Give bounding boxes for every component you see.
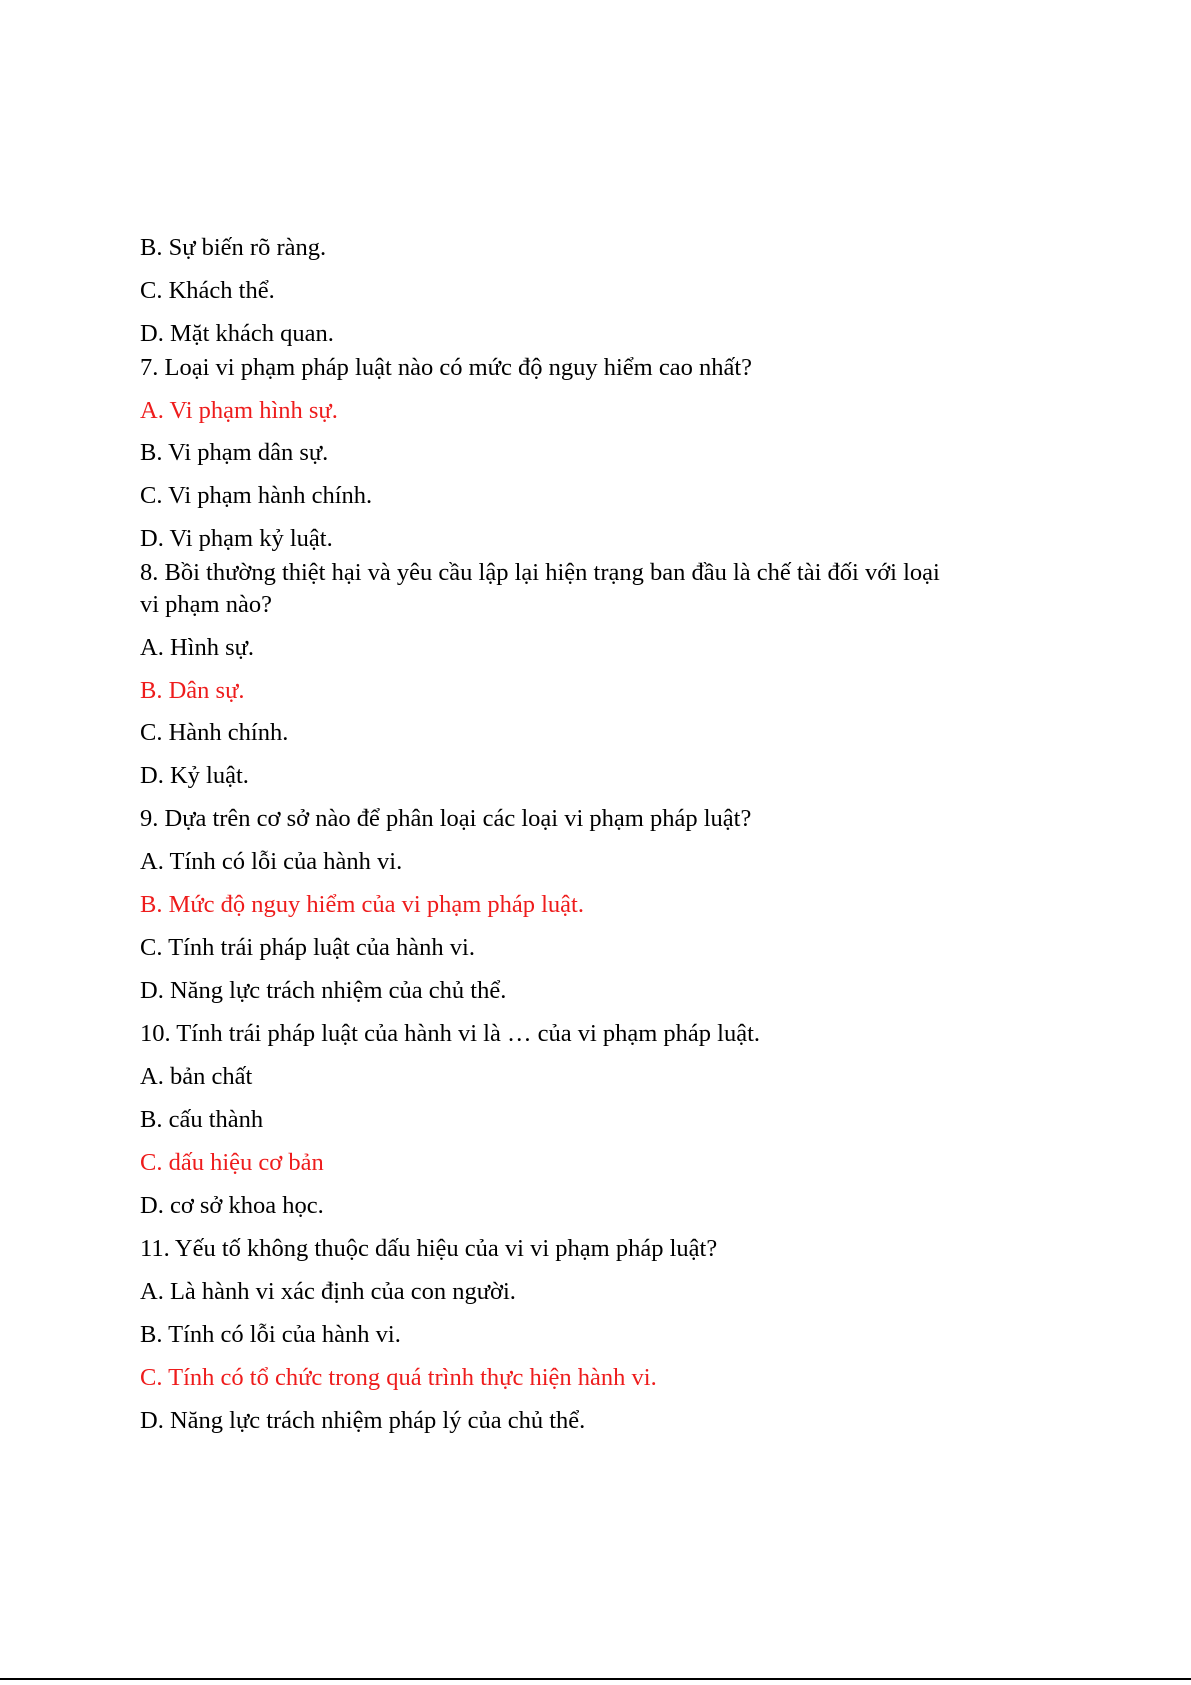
answer-option: C. Hành chính. — [140, 719, 289, 746]
answer-option: D. cơ sở khoa học. — [140, 1192, 324, 1219]
answer-option: B. Vi phạm dân sự. — [140, 439, 329, 466]
question-text: 11. Yếu tố không thuộc dấu hiệu của vi vi phạm pháp luật? — [140, 1235, 718, 1262]
answer-option: D. Kỷ luật. — [140, 762, 249, 789]
answer-option: C. Khách thể. — [140, 277, 275, 304]
question-text: 8. Bồi thường thiệt hại và yêu cầu lập lại hiện trạng ban đầu là chế tài đối với loại — [140, 559, 940, 586]
correct-answer-option: B. Mức độ nguy hiểm của vi phạm pháp luật. — [140, 891, 584, 918]
answer-option: B. Sự biến rõ ràng. — [140, 234, 327, 261]
answer-option: B. Tính có lỗi của hành vi. — [140, 1321, 401, 1348]
answer-option: A. Tính có lỗi của hành vi. — [140, 848, 403, 875]
answer-option: A. Là hành vi xác định của con người. — [140, 1278, 516, 1305]
answer-option: C. Tính trái pháp luật của hành vi. — [140, 934, 475, 961]
question-text: 9. Dựa trên cơ sở nào để phân loại các loại vi phạm pháp luật? — [140, 805, 752, 832]
correct-answer-option: B. Dân sự. — [140, 677, 245, 704]
answer-option: D. Mặt khách quan. — [140, 320, 334, 347]
answer-option: A. bản chất — [140, 1063, 253, 1090]
correct-answer-option: C. dấu hiệu cơ bản — [140, 1149, 324, 1176]
question-text: 7. Loại vi phạm pháp luật nào có mức độ nguy hiểm cao nhất? — [140, 354, 752, 381]
correct-answer-option: A. Vi phạm hình sự. — [140, 397, 338, 424]
page-bottom-rule — [0, 1678, 1191, 1680]
question-text: vi phạm nào? — [140, 591, 272, 618]
answer-option: C. Vi phạm hành chính. — [140, 482, 373, 509]
answer-option: D. Năng lực trách nhiệm pháp lý của chủ thể. — [140, 1407, 586, 1434]
question-text: 10. Tính trái pháp luật của hành vi là … của vi phạm pháp luật. — [140, 1020, 761, 1047]
answer-option: D. Năng lực trách nhiệm của chủ thể. — [140, 977, 507, 1004]
correct-answer-option: C. Tính có tổ chức trong quá trình thực hiện hành vi. — [140, 1364, 657, 1391]
answer-option: B. cấu thành — [140, 1106, 264, 1133]
answer-option: A. Hình sự. — [140, 634, 255, 661]
answer-option: D. Vi phạm kỷ luật. — [140, 525, 333, 552]
